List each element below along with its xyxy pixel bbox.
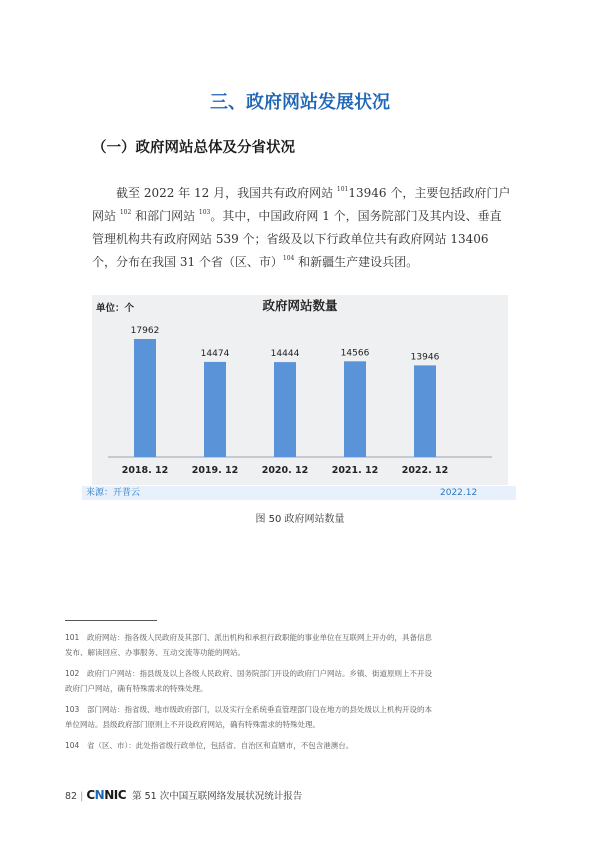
x-tick-label: 2022. 12	[401, 465, 449, 476]
footnote-ref-104[interactable]: 104	[282, 255, 295, 262]
chart-date: 2022.12	[440, 488, 478, 498]
footnote-text: 政府网站：指各级人民政府及其部门、派出机构和承担行政职能的事业单位在互联网上开办的，具备信息	[87, 633, 432, 642]
footnote-103	[65, 702, 530, 732]
bar-202212	[414, 365, 436, 457]
figure-caption: 图 50 政府网站数量	[255, 514, 345, 525]
cnnic-logo: CNNIC	[86, 788, 127, 802]
bar-value-label: 14474	[200, 348, 230, 359]
x-tick-label: 2019. 12	[191, 465, 239, 476]
bar-chart	[92, 295, 508, 485]
footnote-text: 政府门户网站：指县级及以上各级人民政府、国务院部门开设的政府门户网站。乡镇、街道原则上不开设	[87, 669, 432, 678]
body-paragraph	[92, 182, 512, 274]
footnote-104	[65, 738, 530, 753]
chart-source: 来源：开普云	[86, 488, 141, 498]
para-text-4: 。其中，中国政府网 1 个，国务院部门及其内设、垂直管理机构共有政府网站 539 个；省级及以下行政单位共有政府网站 13406 个，分布在我国 31 个省（区、市）	[92, 209, 502, 269]
footnote-101	[65, 630, 530, 660]
section-heading: 三、政府网站发展状况	[210, 92, 390, 113]
footnote-number: 103	[65, 705, 80, 714]
footnote-text: 发布、解读回应、办事服务、互动交流等功能的网站。	[65, 648, 245, 657]
report-title: 第 51 次中国互联网络发展状况统计报告	[132, 791, 303, 802]
footnote-ref-103[interactable]: 103	[198, 209, 211, 216]
para-text-2: 13946 个，主要包括政府门户网站	[92, 186, 511, 223]
bar-value-label: 17962	[130, 326, 160, 336]
bar-value-label: 13946	[410, 352, 440, 363]
para-text-3: 和部门网站	[131, 209, 199, 223]
bar-202112	[344, 361, 366, 457]
footnote-text: 省（区、市）：此处指省级行政单位，包括省、自治区和直辖市，不包含港澳台。	[87, 741, 354, 750]
bar-value-label: 14444	[270, 349, 300, 360]
page-footer: 82 | CNNIC 第 51 次中国互联网络发展状况统计报告	[65, 788, 303, 802]
para-text-5: 和新疆生产建设兵团。	[294, 255, 419, 269]
x-tick-label: 2021. 12	[331, 465, 379, 476]
footnote-number: 104	[65, 741, 80, 750]
x-tick-label: 2020. 12	[261, 465, 309, 476]
page-number: 82	[65, 791, 78, 802]
para-text-1: 截至 2022 年 12 月，我国共有政府网站	[116, 186, 337, 200]
footnote-ref-102[interactable]: 102	[119, 209, 132, 216]
bar-201812	[134, 339, 156, 457]
footnote-text: 政府门户网站，确有特殊需求的特殊处理。	[65, 684, 208, 693]
footnote-divider	[65, 620, 157, 621]
footnote-102	[65, 666, 530, 696]
footnote-ref-101[interactable]: 101	[336, 186, 349, 193]
x-tick-label: 2018. 12	[121, 465, 169, 476]
subsection-heading: （一）政府网站总体及分省状况	[92, 140, 295, 156]
footnote-number: 102	[65, 669, 80, 678]
footnote-text: 部门网站：指省级、地市级政府部门，以及实行全系统垂直管理部门设在地方的县处级以上机构开设的本	[87, 705, 432, 714]
footnote-text: 单位网站。县级政府部门原则上不开设政府网站，确有特殊需求的特殊处理。	[65, 720, 320, 729]
footnote-number: 101	[65, 633, 80, 642]
bar-201912	[204, 362, 226, 457]
bar-202012	[274, 362, 296, 457]
chart-title: 政府网站数量	[262, 298, 338, 313]
bar-value-label: 14566	[340, 348, 370, 359]
chart-unit-label: 单位：个	[96, 303, 135, 314]
